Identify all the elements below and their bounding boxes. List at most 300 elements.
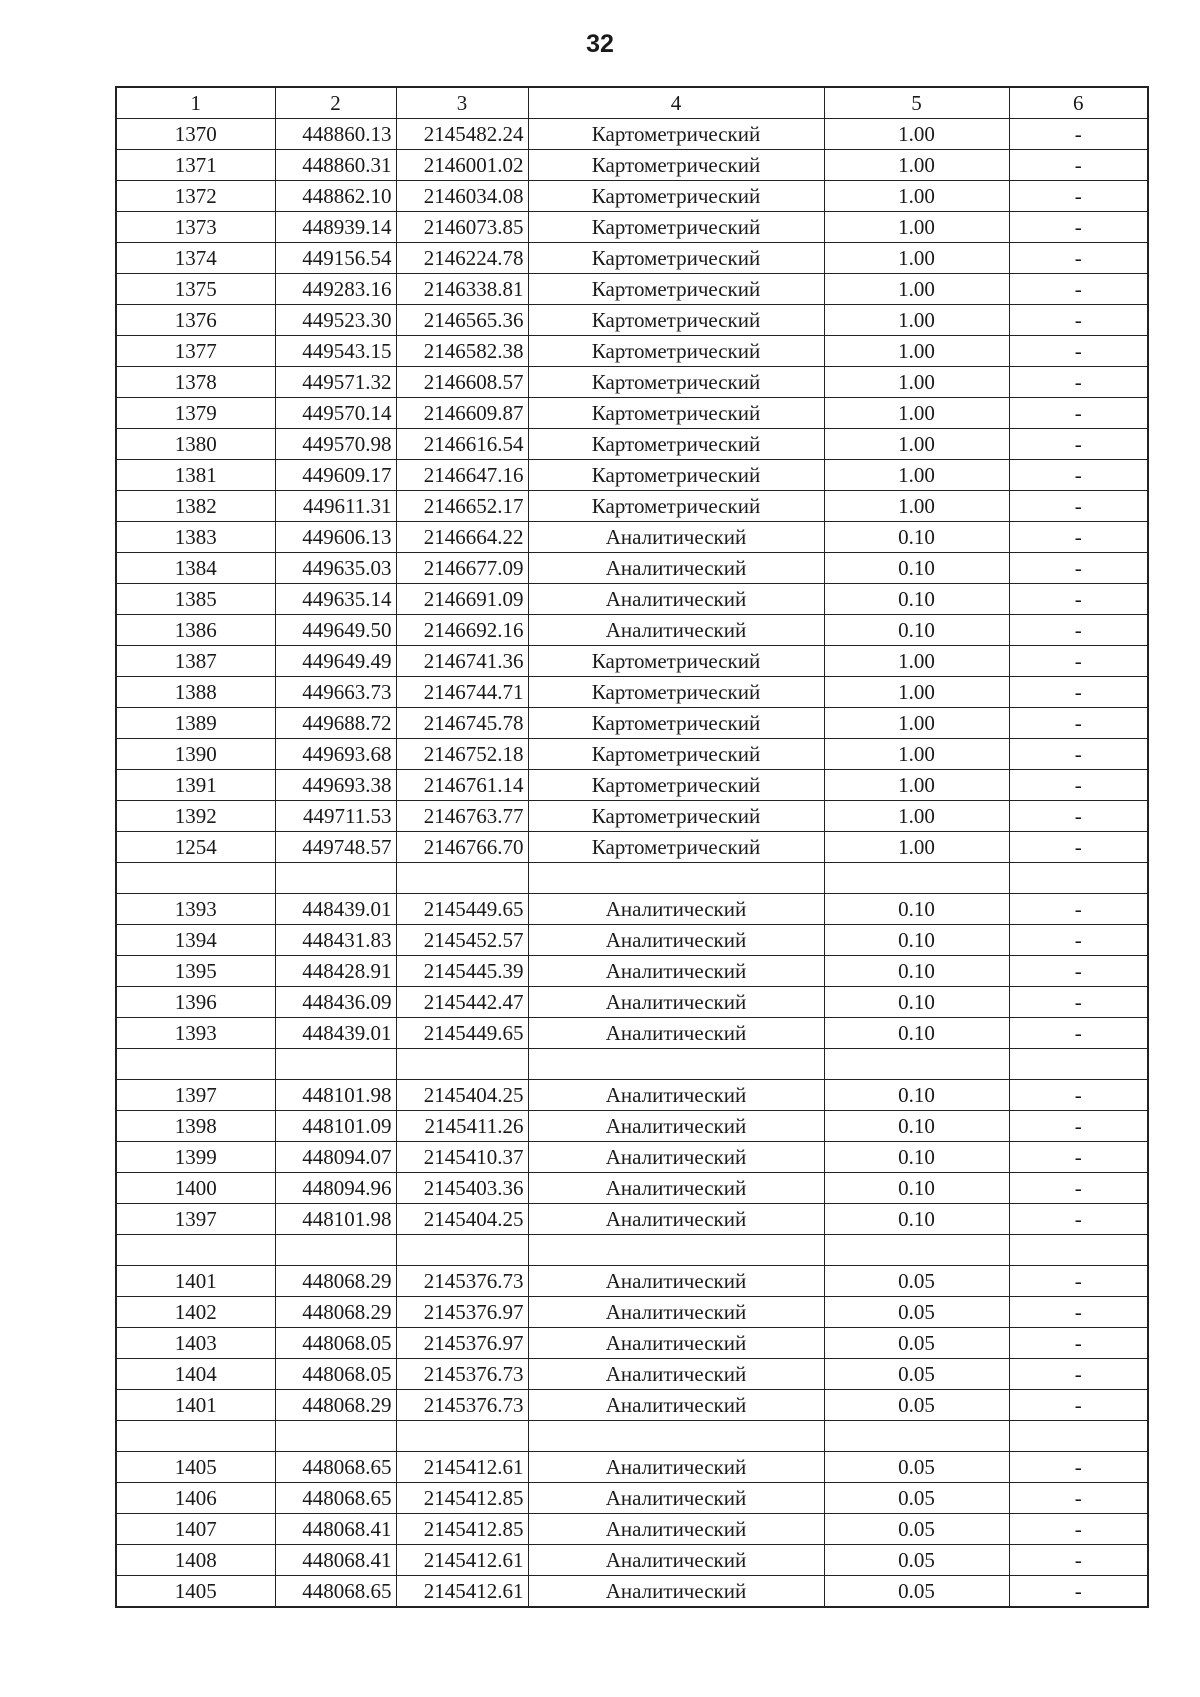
x-coordinate-cell: 448101.09 xyxy=(275,1111,396,1142)
method-cell: Аналитический xyxy=(528,1483,824,1514)
note-cell: - xyxy=(1009,398,1148,429)
precision-cell: 0.10 xyxy=(824,1142,1009,1173)
y-coordinate-cell: 2146766.70 xyxy=(396,832,528,863)
point-number-cell xyxy=(116,1049,275,1080)
method-cell: Картометрический xyxy=(528,770,824,801)
note-cell: - xyxy=(1009,1328,1148,1359)
note-cell: - xyxy=(1009,1483,1148,1514)
x-coordinate-cell: 448439.01 xyxy=(275,894,396,925)
point-number-cell: 1376 xyxy=(116,305,275,336)
column-header-6: 6 xyxy=(1009,87,1148,119)
method-cell: Картометрический xyxy=(528,274,824,305)
precision-cell: 0.05 xyxy=(824,1483,1009,1514)
note-cell: - xyxy=(1009,336,1148,367)
x-coordinate-cell: 448862.10 xyxy=(275,181,396,212)
note-cell: - xyxy=(1009,1514,1148,1545)
method-cell: Аналитический xyxy=(528,1111,824,1142)
table-row xyxy=(116,1359,1148,1390)
x-coordinate-cell: 448068.41 xyxy=(275,1545,396,1576)
note-cell: - xyxy=(1009,1545,1148,1576)
x-coordinate-cell: 448068.29 xyxy=(275,1266,396,1297)
method-cell: Картометрический xyxy=(528,460,824,491)
precision-cell: 1.00 xyxy=(824,832,1009,863)
precision-cell: 1.00 xyxy=(824,181,1009,212)
table-row xyxy=(116,1452,1148,1483)
method-cell: Аналитический xyxy=(528,1390,824,1421)
x-coordinate-cell: 448068.05 xyxy=(275,1359,396,1390)
x-coordinate-cell: 449693.68 xyxy=(275,739,396,770)
table-row xyxy=(116,305,1148,336)
y-coordinate-cell xyxy=(396,1421,528,1452)
precision-cell: 0.10 xyxy=(824,956,1009,987)
y-coordinate-cell: 2146745.78 xyxy=(396,708,528,739)
table-row xyxy=(116,522,1148,553)
table-row xyxy=(116,770,1148,801)
method-cell xyxy=(528,863,824,894)
method-cell: Аналитический xyxy=(528,925,824,956)
point-number-cell: 1392 xyxy=(116,801,275,832)
table-row xyxy=(116,429,1148,460)
y-coordinate-cell xyxy=(396,1049,528,1080)
note-cell: - xyxy=(1009,1576,1148,1608)
precision-cell: 1.00 xyxy=(824,801,1009,832)
precision-cell: 1.00 xyxy=(824,305,1009,336)
note-cell xyxy=(1009,1235,1148,1266)
y-coordinate-cell: 2145376.97 xyxy=(396,1297,528,1328)
point-number-cell: 1372 xyxy=(116,181,275,212)
note-cell: - xyxy=(1009,770,1148,801)
method-cell: Аналитический xyxy=(528,1359,824,1390)
precision-cell: 1.00 xyxy=(824,119,1009,150)
precision-cell xyxy=(824,863,1009,894)
table-row xyxy=(116,212,1148,243)
precision-cell: 1.00 xyxy=(824,243,1009,274)
note-cell: - xyxy=(1009,491,1148,522)
x-coordinate-cell: 449543.15 xyxy=(275,336,396,367)
method-cell: Аналитический xyxy=(528,1514,824,1545)
table-row xyxy=(116,1545,1148,1576)
y-coordinate-cell: 2146608.57 xyxy=(396,367,528,398)
note-cell: - xyxy=(1009,677,1148,708)
y-coordinate-cell: 2146744.71 xyxy=(396,677,528,708)
method-cell: Картометрический xyxy=(528,801,824,832)
precision-cell: 0.05 xyxy=(824,1390,1009,1421)
point-number-cell: 1396 xyxy=(116,987,275,1018)
table-row xyxy=(116,1018,1148,1049)
method-cell: Картометрический xyxy=(528,367,824,398)
point-number-cell: 1393 xyxy=(116,894,275,925)
table-row xyxy=(116,739,1148,770)
x-coordinate-cell: 448068.29 xyxy=(275,1297,396,1328)
y-coordinate-cell: 2146752.18 xyxy=(396,739,528,770)
table-row xyxy=(116,832,1148,863)
point-number-cell: 1405 xyxy=(116,1576,275,1608)
y-coordinate-cell: 2145412.61 xyxy=(396,1576,528,1608)
note-cell: - xyxy=(1009,708,1148,739)
y-coordinate-cell: 2145449.65 xyxy=(396,894,528,925)
point-number-cell: 1402 xyxy=(116,1297,275,1328)
column-header-4: 4 xyxy=(528,87,824,119)
precision-cell: 1.00 xyxy=(824,770,1009,801)
point-number-cell: 1379 xyxy=(116,398,275,429)
precision-cell: 1.00 xyxy=(824,491,1009,522)
table-header-row xyxy=(116,87,1148,119)
method-cell: Аналитический xyxy=(528,1297,824,1328)
method-cell: Аналитический xyxy=(528,987,824,1018)
precision-cell: 0.05 xyxy=(824,1545,1009,1576)
y-coordinate-cell: 2145403.36 xyxy=(396,1173,528,1204)
precision-cell: 1.00 xyxy=(824,460,1009,491)
x-coordinate-cell: 448068.29 xyxy=(275,1390,396,1421)
y-coordinate-cell: 2146609.87 xyxy=(396,398,528,429)
table-row xyxy=(116,1111,1148,1142)
x-coordinate-cell xyxy=(275,1421,396,1452)
table-row xyxy=(116,336,1148,367)
page-number: 32 xyxy=(586,30,614,58)
x-coordinate-cell: 449523.30 xyxy=(275,305,396,336)
point-number-cell: 1401 xyxy=(116,1390,275,1421)
x-coordinate-cell: 449649.50 xyxy=(275,615,396,646)
y-coordinate-cell: 2145376.73 xyxy=(396,1390,528,1421)
precision-cell: 0.10 xyxy=(824,553,1009,584)
note-cell: - xyxy=(1009,894,1148,925)
column-header-1: 1 xyxy=(116,87,275,119)
precision-cell: 0.05 xyxy=(824,1576,1009,1608)
coordinates-table xyxy=(115,86,1149,1608)
x-coordinate-cell: 448101.98 xyxy=(275,1080,396,1111)
x-coordinate-cell: 449570.14 xyxy=(275,398,396,429)
table-row xyxy=(116,181,1148,212)
y-coordinate-cell: 2146616.54 xyxy=(396,429,528,460)
precision-cell: 1.00 xyxy=(824,274,1009,305)
table-row xyxy=(116,1421,1148,1452)
y-coordinate-cell xyxy=(396,863,528,894)
point-number-cell: 1405 xyxy=(116,1452,275,1483)
method-cell: Картометрический xyxy=(528,646,824,677)
precision-cell: 1.00 xyxy=(824,429,1009,460)
x-coordinate-cell: 448101.98 xyxy=(275,1204,396,1235)
table-row xyxy=(116,1297,1148,1328)
table-row xyxy=(116,1173,1148,1204)
table-row xyxy=(116,1204,1148,1235)
point-number-cell: 1387 xyxy=(116,646,275,677)
method-cell: Картометрический xyxy=(528,708,824,739)
y-coordinate-cell: 2145376.73 xyxy=(396,1359,528,1390)
y-coordinate-cell: 2146677.09 xyxy=(396,553,528,584)
method-cell: Картометрический xyxy=(528,243,824,274)
x-coordinate-cell: 449649.49 xyxy=(275,646,396,677)
x-coordinate-cell: 448431.83 xyxy=(275,925,396,956)
method-cell xyxy=(528,1235,824,1266)
x-coordinate-cell: 449635.14 xyxy=(275,584,396,615)
x-coordinate-cell: 448428.91 xyxy=(275,956,396,987)
note-cell: - xyxy=(1009,305,1148,336)
x-coordinate-cell: 449693.38 xyxy=(275,770,396,801)
precision-cell: 1.00 xyxy=(824,646,1009,677)
method-cell: Аналитический xyxy=(528,1452,824,1483)
x-coordinate-cell: 448860.13 xyxy=(275,119,396,150)
method-cell: Аналитический xyxy=(528,522,824,553)
table-row xyxy=(116,274,1148,305)
column-header-3: 3 xyxy=(396,87,528,119)
method-cell: Аналитический xyxy=(528,1545,824,1576)
precision-cell: 1.00 xyxy=(824,150,1009,181)
table-row xyxy=(116,553,1148,584)
note-cell: - xyxy=(1009,1080,1148,1111)
precision-cell: 1.00 xyxy=(824,398,1009,429)
y-coordinate-cell: 2145410.37 xyxy=(396,1142,528,1173)
x-coordinate-cell: 449156.54 xyxy=(275,243,396,274)
table-row xyxy=(116,1235,1148,1266)
precision-cell: 1.00 xyxy=(824,367,1009,398)
method-cell: Картометрический xyxy=(528,429,824,460)
x-coordinate-cell: 448939.14 xyxy=(275,212,396,243)
precision-cell: 0.10 xyxy=(824,1018,1009,1049)
x-coordinate-cell: 449688.72 xyxy=(275,708,396,739)
table-row xyxy=(116,1514,1148,1545)
point-number-cell: 1404 xyxy=(116,1359,275,1390)
precision-cell: 0.10 xyxy=(824,1204,1009,1235)
point-number-cell: 1370 xyxy=(116,119,275,150)
y-coordinate-cell: 2145412.61 xyxy=(396,1545,528,1576)
point-number-cell: 1394 xyxy=(116,925,275,956)
precision-cell: 1.00 xyxy=(824,739,1009,770)
y-coordinate-cell: 2146741.36 xyxy=(396,646,528,677)
note-cell: - xyxy=(1009,956,1148,987)
y-coordinate-cell xyxy=(396,1235,528,1266)
x-coordinate-cell: 448439.01 xyxy=(275,1018,396,1049)
table-row xyxy=(116,1142,1148,1173)
point-number-cell: 1385 xyxy=(116,584,275,615)
y-coordinate-cell: 2145482.24 xyxy=(396,119,528,150)
table-row xyxy=(116,1390,1148,1421)
note-cell: - xyxy=(1009,274,1148,305)
point-number-cell: 1407 xyxy=(116,1514,275,1545)
y-coordinate-cell: 2146692.16 xyxy=(396,615,528,646)
method-cell: Картометрический xyxy=(528,212,824,243)
table-row xyxy=(116,677,1148,708)
note-cell: - xyxy=(1009,1452,1148,1483)
method-cell: Картометрический xyxy=(528,832,824,863)
point-number-cell xyxy=(116,1421,275,1452)
precision-cell xyxy=(824,1049,1009,1080)
point-number-cell: 1384 xyxy=(116,553,275,584)
table-row xyxy=(116,1483,1148,1514)
x-coordinate-cell: 449663.73 xyxy=(275,677,396,708)
point-number-cell: 1388 xyxy=(116,677,275,708)
point-number-cell: 1381 xyxy=(116,460,275,491)
table-row xyxy=(116,1266,1148,1297)
note-cell: - xyxy=(1009,553,1148,584)
x-coordinate-cell xyxy=(275,1235,396,1266)
note-cell: - xyxy=(1009,646,1148,677)
point-number-cell: 1375 xyxy=(116,274,275,305)
method-cell: Аналитический xyxy=(528,1173,824,1204)
method-cell: Аналитический xyxy=(528,615,824,646)
point-number-cell: 1373 xyxy=(116,212,275,243)
column-header-5: 5 xyxy=(824,87,1009,119)
precision-cell: 0.10 xyxy=(824,894,1009,925)
y-coordinate-cell: 2145376.73 xyxy=(396,1266,528,1297)
x-coordinate-cell: 449283.16 xyxy=(275,274,396,305)
method-cell: Картометрический xyxy=(528,336,824,367)
precision-cell: 0.05 xyxy=(824,1359,1009,1390)
point-number-cell: 1397 xyxy=(116,1204,275,1235)
y-coordinate-cell: 2145412.85 xyxy=(396,1514,528,1545)
precision-cell: 0.10 xyxy=(824,1080,1009,1111)
note-cell: - xyxy=(1009,832,1148,863)
method-cell: Картометрический xyxy=(528,398,824,429)
y-coordinate-cell: 2145411.26 xyxy=(396,1111,528,1142)
x-coordinate-cell: 448860.31 xyxy=(275,150,396,181)
table-row xyxy=(116,1049,1148,1080)
column-header-2: 2 xyxy=(275,87,396,119)
point-number-cell: 1254 xyxy=(116,832,275,863)
precision-cell xyxy=(824,1421,1009,1452)
method-cell: Аналитический xyxy=(528,1328,824,1359)
table-row xyxy=(116,367,1148,398)
y-coordinate-cell: 2146647.16 xyxy=(396,460,528,491)
point-number-cell xyxy=(116,863,275,894)
point-number-cell: 1406 xyxy=(116,1483,275,1514)
note-cell: - xyxy=(1009,1204,1148,1235)
method-cell: Аналитический xyxy=(528,553,824,584)
table-row xyxy=(116,615,1148,646)
table-row xyxy=(116,863,1148,894)
precision-cell: 0.05 xyxy=(824,1328,1009,1359)
x-coordinate-cell: 449571.32 xyxy=(275,367,396,398)
note-cell: - xyxy=(1009,367,1148,398)
y-coordinate-cell: 2145404.25 xyxy=(396,1204,528,1235)
note-cell: - xyxy=(1009,1111,1148,1142)
point-number-cell: 1398 xyxy=(116,1111,275,1142)
point-number-cell: 1378 xyxy=(116,367,275,398)
method-cell: Аналитический xyxy=(528,1576,824,1608)
point-number-cell: 1371 xyxy=(116,150,275,181)
y-coordinate-cell: 2146691.09 xyxy=(396,584,528,615)
y-coordinate-cell: 2146338.81 xyxy=(396,274,528,305)
y-coordinate-cell: 2145442.47 xyxy=(396,987,528,1018)
point-number-cell: 1395 xyxy=(116,956,275,987)
y-coordinate-cell: 2145452.57 xyxy=(396,925,528,956)
method-cell: Аналитический xyxy=(528,1142,824,1173)
x-coordinate-cell: 449711.53 xyxy=(275,801,396,832)
x-coordinate-cell xyxy=(275,863,396,894)
method-cell: Аналитический xyxy=(528,1018,824,1049)
note-cell: - xyxy=(1009,460,1148,491)
y-coordinate-cell: 2145376.97 xyxy=(396,1328,528,1359)
precision-cell: 1.00 xyxy=(824,212,1009,243)
method-cell: Картометрический xyxy=(528,305,824,336)
note-cell: - xyxy=(1009,1359,1148,1390)
table-body xyxy=(116,119,1148,1608)
note-cell: - xyxy=(1009,1018,1148,1049)
note-cell: - xyxy=(1009,925,1148,956)
precision-cell: 0.10 xyxy=(824,615,1009,646)
note-cell: - xyxy=(1009,801,1148,832)
table-row xyxy=(116,460,1148,491)
method-cell: Картометрический xyxy=(528,491,824,522)
precision-cell: 0.10 xyxy=(824,584,1009,615)
y-coordinate-cell: 2146664.22 xyxy=(396,522,528,553)
note-cell: - xyxy=(1009,584,1148,615)
table-row xyxy=(116,584,1148,615)
y-coordinate-cell: 2146073.85 xyxy=(396,212,528,243)
table-row xyxy=(116,1576,1148,1608)
precision-cell: 0.05 xyxy=(824,1452,1009,1483)
table-row xyxy=(116,150,1148,181)
x-coordinate-cell xyxy=(275,1049,396,1080)
table-row xyxy=(116,243,1148,274)
note-cell: - xyxy=(1009,1173,1148,1204)
x-coordinate-cell: 449609.17 xyxy=(275,460,396,491)
x-coordinate-cell: 448094.07 xyxy=(275,1142,396,1173)
y-coordinate-cell: 2146565.36 xyxy=(396,305,528,336)
method-cell: Аналитический xyxy=(528,894,824,925)
y-coordinate-cell: 2146034.08 xyxy=(396,181,528,212)
y-coordinate-cell: 2146001.02 xyxy=(396,150,528,181)
note-cell: - xyxy=(1009,739,1148,770)
point-number-cell: 1391 xyxy=(116,770,275,801)
table-row xyxy=(116,1328,1148,1359)
note-cell: - xyxy=(1009,1390,1148,1421)
note-cell: - xyxy=(1009,1266,1148,1297)
point-number-cell: 1377 xyxy=(116,336,275,367)
method-cell: Картометрический xyxy=(528,739,824,770)
precision-cell: 1.00 xyxy=(824,336,1009,367)
x-coordinate-cell: 448068.65 xyxy=(275,1452,396,1483)
method-cell: Картометрический xyxy=(528,150,824,181)
point-number-cell xyxy=(116,1235,275,1266)
x-coordinate-cell: 448068.05 xyxy=(275,1328,396,1359)
x-coordinate-cell: 449606.13 xyxy=(275,522,396,553)
y-coordinate-cell: 2146761.14 xyxy=(396,770,528,801)
method-cell: Аналитический xyxy=(528,1266,824,1297)
method-cell: Аналитический xyxy=(528,584,824,615)
y-coordinate-cell: 2146582.38 xyxy=(396,336,528,367)
point-number-cell: 1408 xyxy=(116,1545,275,1576)
y-coordinate-cell: 2145449.65 xyxy=(396,1018,528,1049)
table-row xyxy=(116,708,1148,739)
method-cell xyxy=(528,1421,824,1452)
table-row xyxy=(116,956,1148,987)
y-coordinate-cell: 2146763.77 xyxy=(396,801,528,832)
table-row xyxy=(116,1080,1148,1111)
precision-cell: 0.10 xyxy=(824,1111,1009,1142)
x-coordinate-cell: 448068.65 xyxy=(275,1576,396,1608)
table-row xyxy=(116,987,1148,1018)
note-cell: - xyxy=(1009,1142,1148,1173)
note-cell: - xyxy=(1009,150,1148,181)
table-row xyxy=(116,119,1148,150)
y-coordinate-cell: 2145412.61 xyxy=(396,1452,528,1483)
table-row xyxy=(116,646,1148,677)
point-number-cell: 1383 xyxy=(116,522,275,553)
point-number-cell: 1382 xyxy=(116,491,275,522)
point-number-cell: 1390 xyxy=(116,739,275,770)
x-coordinate-cell: 449635.03 xyxy=(275,553,396,584)
point-number-cell: 1403 xyxy=(116,1328,275,1359)
y-coordinate-cell: 2145445.39 xyxy=(396,956,528,987)
note-cell: - xyxy=(1009,1297,1148,1328)
precision-cell xyxy=(824,1235,1009,1266)
method-cell: Аналитический xyxy=(528,1080,824,1111)
note-cell: - xyxy=(1009,181,1148,212)
precision-cell: 0.05 xyxy=(824,1266,1009,1297)
note-cell xyxy=(1009,1049,1148,1080)
method-cell: Картометрический xyxy=(528,181,824,212)
precision-cell: 0.05 xyxy=(824,1514,1009,1545)
